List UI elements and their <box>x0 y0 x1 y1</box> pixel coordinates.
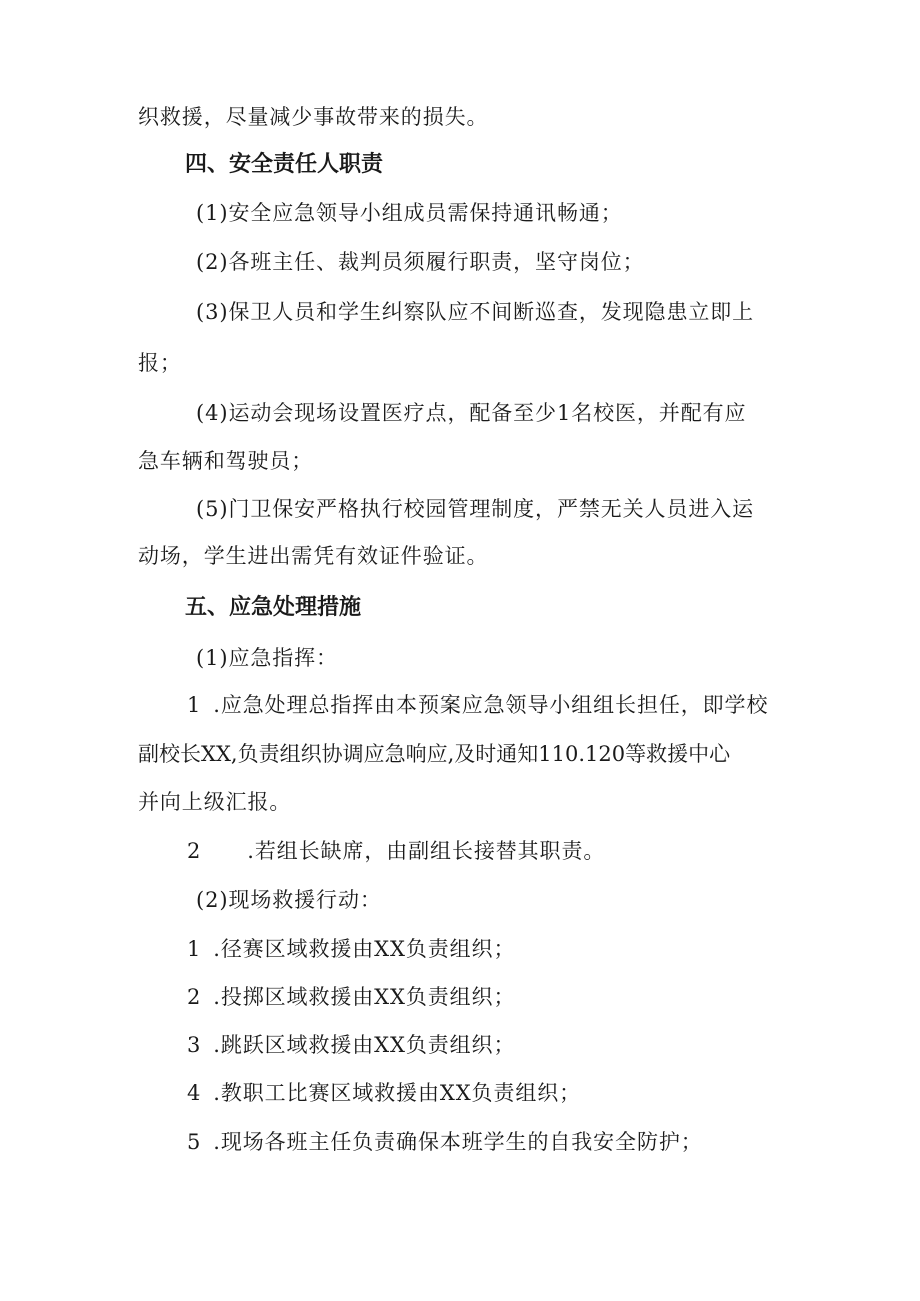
item-number: 3 <box>187 1033 202 1057</box>
paragraph-line: 副校长XX,负责组织协调应急响应,及时通知110.120等救援中心 <box>138 742 731 766</box>
subsection-label: (1)应急指挥： <box>196 646 338 670</box>
item-text: .若组长缺席，由副组长接替其职责。 <box>247 839 606 863</box>
item-number: 2 <box>187 985 202 1009</box>
list-item: (3)保卫人员和学生纠察队应不间断巡查，发现隐患立即上 <box>196 300 755 324</box>
list-item <box>187 1078 581 1108</box>
item-text: .跳跃区域救援由XX负责组织； <box>213 1033 516 1057</box>
list-item-continuation: 报； <box>138 351 182 375</box>
paragraph-line: 织救援，尽量减少事故带来的损失。 <box>138 105 489 129</box>
item-number: 1 <box>187 693 202 717</box>
section-heading: 四、安全责任人职责 <box>185 152 384 177</box>
item-text: .径赛区域救援由XX负责组织； <box>213 937 516 961</box>
list-item: (5)门卫保安严格执行校园管理制度，严禁无关人员进入运 <box>196 497 755 521</box>
paragraph-line <box>187 836 605 866</box>
item-number: 2 <box>187 839 202 863</box>
list-item: (1)安全应急领导小组成员需保持通讯畅通； <box>196 201 623 225</box>
list-item <box>187 982 515 1012</box>
item-text: .应急处理总指挥由本预案应急领导小组组长担任，即学校 <box>213 693 769 717</box>
list-item-continuation: 动场，学生进出需凭有效证件验证。 <box>138 544 489 568</box>
item-text: .现场各班主任负责确保本班学生的自我安全防护； <box>213 1130 703 1154</box>
list-item-continuation: 急车辆和驾驶员； <box>138 449 314 473</box>
section-heading: 五、应急处理措施 <box>185 595 362 620</box>
item-number: 4 <box>187 1081 202 1105</box>
item-number: 5 <box>187 1130 202 1154</box>
list-item <box>187 1127 703 1157</box>
list-item: (2)各班主任、裁判员须履行职责，坚守岗位； <box>196 250 645 274</box>
list-item <box>187 1030 515 1060</box>
item-number: 1 <box>187 937 202 961</box>
paragraph-line: 并向上级汇报。 <box>138 790 292 814</box>
item-text: .教职工比赛区域救援由XX负责组织； <box>213 1081 582 1105</box>
list-item: (4)运动会现场设置医疗点，配备至少1名校医，并配有应 <box>196 401 747 425</box>
list-item <box>187 934 515 964</box>
item-text: .投掷区域救援由XX负责组织； <box>213 985 516 1009</box>
subsection-label: (2)现场救援行动： <box>196 888 382 912</box>
paragraph-line <box>187 690 768 720</box>
